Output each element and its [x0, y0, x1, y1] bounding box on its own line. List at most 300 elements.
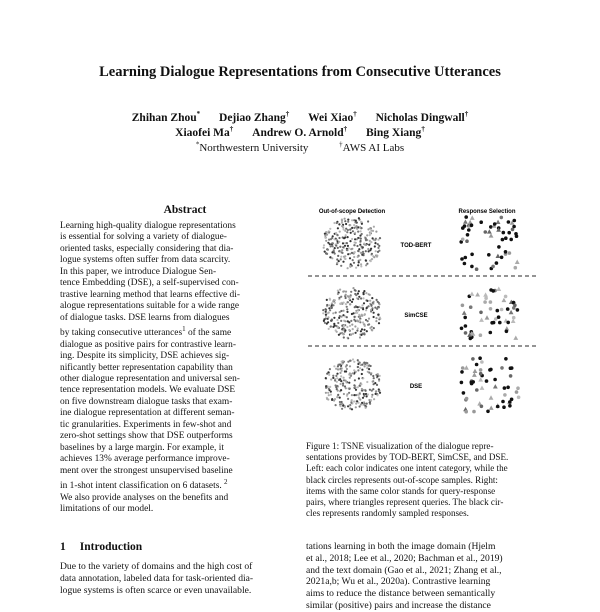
scatter-point: [323, 247, 325, 249]
scatter-point: [347, 253, 349, 255]
scatter-point: [355, 371, 357, 373]
scatter-point: [360, 221, 362, 223]
scatter-point: [378, 303, 380, 305]
scatter-point: [340, 389, 342, 391]
section-heading-introduction: 1 Introduction: [60, 541, 143, 553]
scatter-point: [329, 309, 331, 311]
scatter-point: [367, 248, 369, 250]
scatter-point: [358, 290, 360, 292]
scatter-point: [375, 320, 377, 322]
scatter-point: [375, 317, 377, 319]
scatter-point: [378, 390, 380, 392]
response-circle: [506, 386, 510, 390]
query-triangle: [464, 365, 469, 369]
scatter-point: [349, 296, 351, 298]
scatter-point: [342, 291, 344, 293]
scatter-point: [360, 227, 362, 229]
scatter-point: [343, 237, 345, 239]
scatter-point: [373, 327, 375, 329]
scatter-point: [351, 408, 353, 410]
response-circle: [507, 220, 511, 224]
response-circle: [513, 219, 517, 223]
scatter-point: [343, 325, 345, 327]
scatter-point: [360, 297, 362, 299]
response-circle: [479, 368, 483, 372]
scatter-point: [347, 296, 349, 298]
scatter-point: [364, 365, 366, 367]
response-circle: [496, 405, 500, 409]
scatter-point: [351, 394, 353, 396]
scatter-point: [369, 389, 371, 391]
scatter-point: [371, 396, 373, 398]
scatter-point: [359, 235, 361, 237]
scatter-point: [345, 387, 347, 389]
response-circle: [501, 238, 505, 242]
response-circle: [460, 327, 464, 331]
scatter-point: [356, 245, 358, 247]
scatter-point: [337, 255, 339, 257]
scatter-point: [359, 315, 361, 317]
response-circle: [489, 288, 493, 292]
response-circle: [497, 315, 501, 319]
scatter-point: [369, 300, 371, 302]
scatter-point: [346, 242, 348, 244]
response-circle: [487, 253, 491, 257]
scatter-point: [344, 220, 346, 222]
query-triangle: [515, 260, 520, 264]
scatter-point: [347, 221, 349, 223]
scatter-point: [366, 263, 368, 265]
scatter-point: [365, 239, 367, 241]
scatter-point: [372, 381, 374, 383]
scatter-point: [346, 311, 348, 313]
response-circle: [489, 368, 493, 372]
scatter-point: [342, 242, 344, 244]
scatter-point: [342, 384, 344, 386]
scatter-point: [362, 377, 364, 379]
scatter-point: [353, 252, 355, 254]
scatter-point: [355, 389, 357, 391]
scatter-point: [373, 377, 375, 379]
scatter-point: [338, 223, 340, 225]
scatter-point: [345, 366, 347, 368]
scatter-point: [361, 373, 363, 375]
scatter-point: [341, 251, 343, 253]
response-circle: [465, 239, 469, 243]
scatter-point: [378, 322, 380, 324]
scatter-point: [329, 386, 331, 388]
scatter-point: [359, 259, 361, 261]
scatter-point: [369, 234, 371, 236]
scatter-point: [352, 312, 354, 314]
scatter-point: [373, 226, 375, 228]
scatter-point: [363, 389, 365, 391]
scatter-point: [325, 314, 327, 316]
scatter-point: [348, 329, 350, 331]
scatter-point: [347, 236, 349, 238]
scatter-point: [334, 379, 336, 381]
scatter-point: [374, 307, 376, 309]
response-circle: [496, 309, 500, 313]
scatter-point: [325, 392, 327, 394]
scatter-point: [332, 245, 334, 247]
scatter-point: [367, 324, 369, 326]
query-triangle: [483, 292, 488, 296]
response-circle: [512, 316, 516, 320]
scatter-point: [327, 371, 329, 373]
scatter-point: [338, 260, 340, 262]
scatter-point: [353, 394, 355, 396]
scatter-point: [341, 370, 343, 372]
response-circle: [502, 405, 506, 409]
scatter-point: [345, 228, 347, 230]
scatter-point: [349, 224, 351, 226]
scatter-point: [363, 253, 365, 255]
response-circle: [497, 245, 501, 249]
response-circle: [460, 370, 464, 374]
scatter-point: [358, 261, 360, 263]
response-circle: [504, 236, 508, 240]
scatter-point: [355, 242, 357, 244]
scatter-point: [365, 407, 367, 409]
scatter-point: [338, 334, 340, 336]
scatter-point: [355, 294, 357, 296]
scatter-point: [342, 382, 344, 384]
response-circle: [470, 223, 474, 227]
scatter-point: [371, 258, 373, 260]
response-circle: [479, 220, 483, 224]
scatter-point: [337, 227, 339, 229]
scatter-point: [353, 361, 355, 363]
scatter-point: [355, 305, 357, 307]
scatter-point: [372, 302, 374, 304]
response-circle: [470, 253, 474, 257]
scatter-point: [376, 394, 378, 396]
scatter-point: [352, 259, 354, 261]
scatter-point: [339, 311, 341, 313]
scatter-point: [365, 390, 367, 392]
scatter-point: [344, 370, 346, 372]
scatter-point: [322, 312, 324, 314]
query-triangle: [487, 229, 492, 233]
scatter-point: [360, 263, 362, 265]
scatter-point: [339, 363, 341, 365]
scatter-point: [331, 319, 333, 321]
row-label-todbert: TOD-BERT: [400, 243, 432, 249]
scatter-point: [341, 222, 343, 224]
scatter-point: [358, 394, 360, 396]
scatter-point: [352, 230, 354, 232]
scatter-point: [327, 321, 329, 323]
response-circle: [475, 363, 479, 367]
scatter-point: [348, 298, 350, 300]
scatter-point: [367, 371, 369, 373]
scatter-point: [365, 250, 367, 252]
response-circle: [517, 396, 521, 400]
scatter-point: [371, 394, 373, 396]
response-circle: [460, 381, 464, 385]
author-name: Zhihan Zhou*: [131, 110, 201, 124]
response-circle: [480, 405, 484, 409]
author-name: Bing Xiang†: [366, 125, 425, 139]
response-circle: [495, 261, 499, 265]
response-circle: [500, 216, 504, 220]
query-triangle: [470, 291, 475, 295]
abstract-body: Learning high-quality dialogue representations is essential for solving a variety of dialogue- oriented tasks, especially considering that dia- logue systems often suffer from data scarcity. In this paper, we introduce Dialogue Sen- tence Embedding (DSE), a self-supervised con- trastive learning method that learns effective di- alogue representations suitable for a wide range of dialogue tasks. DSE learns from dialogues by taking consecutive utterances$^1$ of the same dialogue as positive pairs for contrastive learn- ing. Despite its simplicity, DSE achieves sig- nificantly better representation capability than other dialogue representation and universal sen- tence representation models. We evaluate DSE on five downstream dialogue tasks that exam- ine dialogue representation at different seman- tic granularities. Experiments in few-shot and zero-shot settings show that DSE outperforms baselines by a large margin. For example, it achieves 13% average performance improve- ment over the strongest unsupervised baseline in 1-shot intent classification on 6 datasets. $^2$ We also provide analyses on the benefits and limitations of our model.: [60, 221, 240, 515]
scatter-point: [348, 382, 350, 384]
scatter-point: [376, 255, 378, 257]
scatter-point: [361, 328, 363, 330]
response-circle: [504, 250, 508, 254]
paper-title: Learning Dialogue Representations from Consecutive Utterances: [99, 64, 501, 80]
scatter-point: [372, 375, 374, 377]
response-circle: [508, 251, 512, 255]
scatter-point: [344, 218, 346, 220]
scatter-point: [372, 237, 374, 239]
scatter-point: [353, 256, 355, 258]
scatter-point: [342, 314, 344, 316]
scatter-point: [344, 245, 346, 247]
scatter-point: [352, 333, 354, 335]
scatter-point: [336, 396, 338, 398]
response-circle: [493, 222, 497, 226]
response-circle: [501, 400, 505, 404]
scatter-point: [328, 328, 330, 330]
scatter-point: [329, 256, 331, 258]
scatter-point: [366, 330, 368, 332]
scatter-point: [348, 404, 350, 406]
response-circle: [504, 295, 508, 299]
scatter-point: [333, 365, 335, 367]
scatter-point: [325, 377, 327, 379]
scatter-point: [363, 243, 365, 245]
scatter-point: [358, 397, 360, 399]
scatter-point: [347, 337, 349, 339]
introduction-text: Due to the variety of domains and the high cost of data annotation, labeled data for task-oriented dia- logue systems is often scarce or even unavailable.: [60, 561, 254, 596]
scatter-point: [362, 397, 364, 399]
scatter-point: [355, 406, 357, 408]
scatter-point: [370, 310, 372, 312]
author-name: Wei Xiao†: [308, 110, 357, 124]
scatter-point: [334, 253, 336, 255]
response-circle: [464, 256, 468, 260]
response-circle: [467, 228, 471, 232]
scatter-point: [352, 372, 354, 374]
scatter-point: [362, 308, 364, 310]
scatter-point: [348, 388, 350, 390]
scatter-point: [362, 292, 364, 294]
query-triangle: [489, 405, 494, 409]
response-circle: [470, 381, 474, 385]
scatter-point: [357, 231, 359, 233]
footnote-mark: 2: [224, 478, 228, 487]
scatter-point: [326, 304, 328, 306]
scatter-point: [351, 238, 353, 240]
scatter-point: [349, 325, 351, 327]
scatter-point: [340, 380, 342, 382]
scatter-point: [368, 293, 370, 295]
scatter-point: [352, 328, 354, 330]
scatter-point: [354, 232, 356, 234]
scatter-point: [357, 309, 359, 311]
query-triangle: [493, 384, 498, 388]
scatter-point: [357, 250, 359, 252]
right-column-text: tations learning in both the image domain (Hjelm et al., 2018; Lee et al., 2020; Bachman et al., 2019) and the text domain (Gao et al., 2021; Zhang et al., 2021a,b; Wu et al., 2020a). Contrastive learning aims to reduce the distance between semantically similar (positive) pairs and increase the distance: [306, 541, 503, 611]
scatter-point: [337, 234, 339, 236]
scatter-point: [346, 326, 348, 328]
response-circle: [508, 404, 512, 408]
response-circle: [484, 296, 488, 300]
scatter-point: [355, 332, 357, 334]
scatter-point: [328, 304, 330, 306]
right-panel-header: Response Selection: [458, 209, 516, 215]
scatter-point: [366, 307, 368, 309]
scatter-point: [344, 320, 346, 322]
response-circle: [506, 321, 510, 325]
scatter-point: [336, 373, 338, 375]
response-circle: [470, 265, 474, 269]
scatter-point: [361, 246, 363, 248]
response-circle: [509, 238, 513, 242]
scatter-point: [368, 364, 370, 366]
scatter-point: [345, 303, 347, 305]
scatter-point: [374, 242, 376, 244]
scatter-point: [337, 293, 339, 295]
scatter-point: [330, 394, 332, 396]
scatter-point: [328, 307, 330, 309]
tsne-figure: [306, 205, 538, 438]
authors-line-2: [0, 125, 600, 139]
scatter-point: [361, 369, 363, 371]
scatter-point: [331, 302, 333, 304]
scatter-point: [370, 373, 372, 375]
scatter-point: [340, 258, 342, 260]
scatter-point: [337, 322, 339, 324]
response-circle: [489, 331, 493, 335]
scatter-point: [377, 243, 379, 245]
query-triangle: [496, 220, 501, 224]
scatter-point: [363, 302, 365, 304]
scatter-point: [339, 378, 341, 380]
scatter-point: [331, 399, 333, 401]
scatter-point: [375, 390, 377, 392]
scatter-point: [374, 245, 376, 247]
scatter-point: [368, 368, 370, 370]
response-circle: [503, 386, 507, 390]
query-triangle: [462, 310, 467, 314]
scatter-point: [351, 324, 353, 326]
authors-line-1: [0, 110, 600, 124]
response-circle: [491, 265, 495, 269]
scatter-point: [366, 234, 368, 236]
scatter-point: [354, 325, 356, 327]
scatter-point: [352, 358, 354, 360]
query-triangle: [489, 233, 494, 237]
response-circle: [478, 356, 482, 360]
affiliation: *Northwestern University: [195, 140, 309, 154]
scatter-point: [359, 405, 361, 407]
scatter-point: [366, 300, 368, 302]
scatter-point: [377, 239, 379, 241]
scatter-point: [344, 329, 346, 331]
scatter-point: [363, 329, 365, 331]
scatter-point: [362, 321, 364, 323]
scatter-point: [342, 310, 344, 312]
scatter-point: [357, 320, 359, 322]
scatter-point: [346, 249, 348, 251]
scatter-point: [351, 301, 353, 303]
scatter-point: [370, 399, 372, 401]
scatter-point: [355, 290, 357, 292]
scatter-point: [349, 303, 351, 305]
response-circle: [461, 238, 465, 242]
query-triangle: [470, 215, 475, 219]
scatter-point: [322, 309, 324, 311]
scatter-point: [371, 253, 373, 255]
scatter-point: [323, 318, 325, 320]
scatter-point: [354, 379, 356, 381]
scatter-point: [355, 267, 357, 269]
response-circle: [489, 300, 493, 304]
scatter-point: [356, 330, 358, 332]
scatter-point: [376, 299, 378, 301]
response-circle: [505, 330, 509, 334]
query-triangle: [513, 335, 518, 339]
response-circle: [466, 233, 470, 237]
scatter-point: [355, 220, 357, 222]
scatter-point: [373, 398, 375, 400]
scatter-point: [334, 299, 336, 301]
response-circle: [498, 321, 502, 325]
scatter-point: [341, 249, 343, 251]
scatter-point: [368, 318, 370, 320]
response-circle: [507, 231, 511, 235]
scatter-point: [340, 256, 342, 258]
author-name: Nicholas Dingwall†: [375, 110, 469, 124]
scatter-point: [339, 250, 341, 252]
scatter-point: [349, 240, 351, 242]
query-triangle: [475, 292, 480, 296]
scatter-point: [348, 392, 350, 394]
scatter-point: [360, 238, 362, 240]
scatter-point: [350, 248, 352, 250]
response-circle: [490, 321, 494, 325]
scatter-point: [379, 237, 381, 239]
scatter-point: [340, 383, 342, 385]
scatter-point: [379, 375, 381, 377]
query-triangle: [480, 386, 485, 390]
affiliations: [0, 140, 600, 154]
left-panel-header: Out-of-scope Detection: [318, 209, 386, 215]
response-circle: [460, 257, 464, 261]
scatter-point: [371, 329, 373, 331]
scatter-point: [331, 237, 333, 239]
scatter-point: [361, 314, 363, 316]
scatter-point: [324, 235, 326, 237]
query-triangle: [509, 310, 514, 314]
response-circle: [502, 231, 506, 235]
query-triangle: [502, 298, 507, 302]
scatter-point: [377, 301, 379, 303]
scatter-point: [345, 297, 347, 299]
response-circle: [486, 410, 490, 414]
affiliation: †AWS AI Labs: [339, 140, 405, 154]
scatter-point: [350, 320, 352, 322]
scatter-point: [336, 319, 338, 321]
response-circle: [489, 225, 493, 229]
scatter-point: [347, 301, 349, 303]
scatter-point: [335, 245, 337, 247]
